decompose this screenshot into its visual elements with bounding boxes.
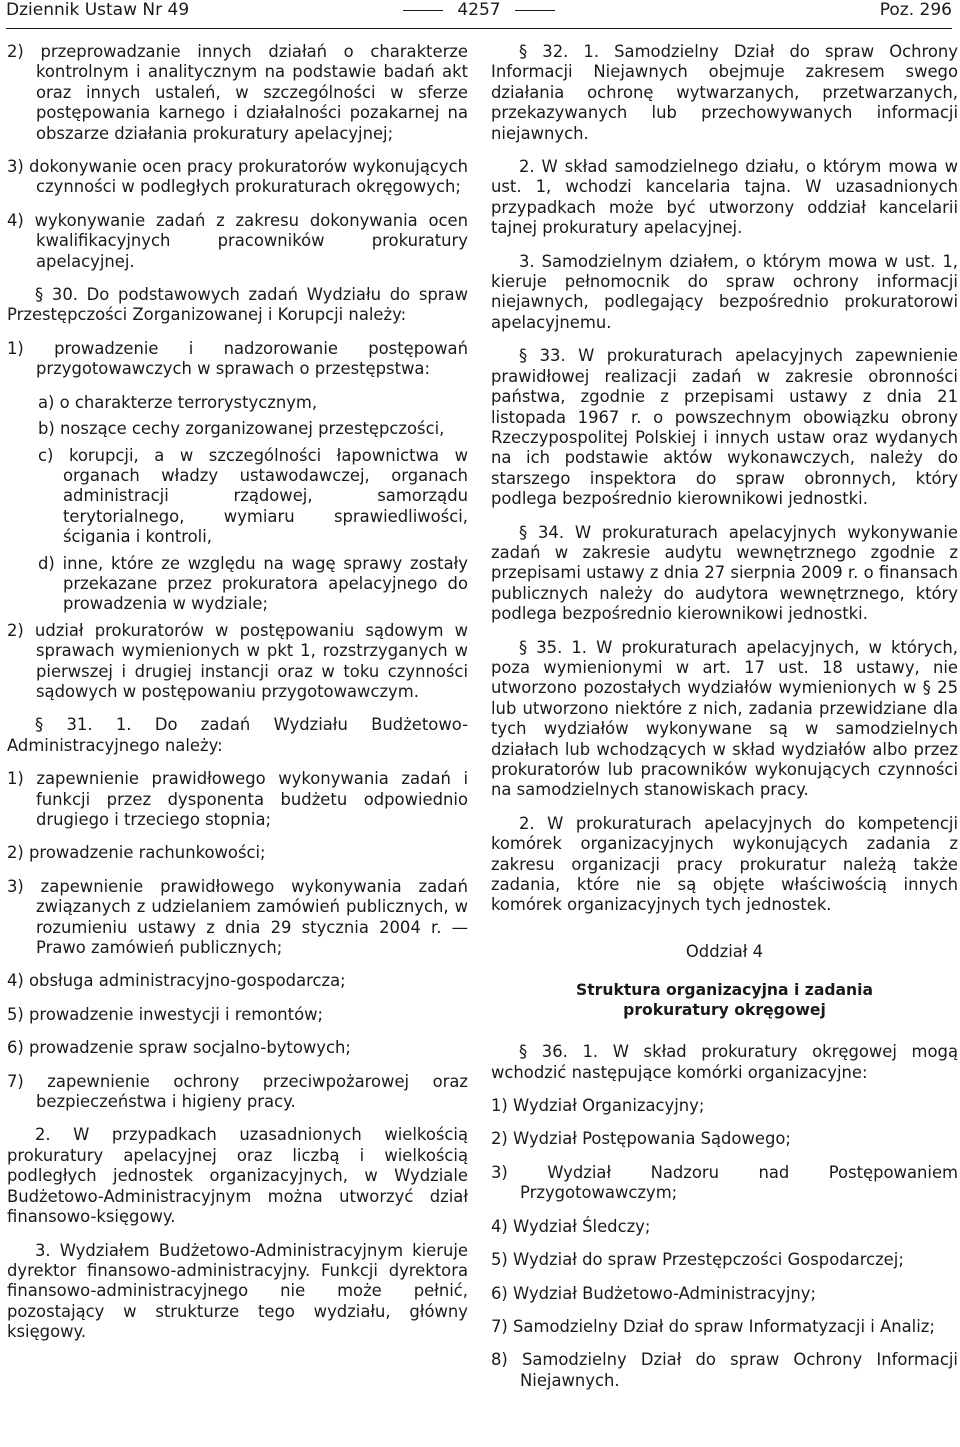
list-item: 5) Wydział do spraw Przestępczości Gospodarczej; [491,1250,904,1270]
list-item: 3) zapewnienie prawidłowego wykonywania zadań związanych z udzielaniem zamówień publicznych, w rozumieniu ustawy z dnia 29 stycznia 2004 r. — Prawo zamówień publicznych; [7,876,468,958]
list-item: 2) przeprowadzanie innych działań o charakterze kontrolnym i analitycznym na podstawie badań akt oraz innych ustaleń, w szczególności w sferze postępowania karnego i działalności pozakarnej na obszarze działania prokuratury apelacyjnej; [7,42,468,143]
list-item: 3) dokonywanie ocen pracy prokuratorów wykonujących czynności w podległych prokuraturach okręgowych; [7,157,468,197]
section-paragraph: 2. W prokuraturach apelacyjnych do kompetencji komórek organizacyjnych wykonujących zadania z zakresu organizacji pracy prokuratur należą także zadania, które nie są objęte właściwością innych komórek organizacyjnych tych jednostek. [491,813,958,915]
section-paragraph: 2. W przypadkach uzasadnionych wielkością prokuratury apelacyjnej oraz liczbą i wielkością podległych jednostek organizacyjnych, w Wydziale Budżetowo-Administracyjnym można utworzyć dział finansowo-księgowy. [7,1125,468,1227]
list-item: 1) Wydział Organizacyjny; [491,1096,705,1116]
sub-list-item: d) inne, które ze względu na wagę sprawy zostały przekazane przez prokuratora apelacyjnego do prowadzenia w wydziale; [38,553,468,614]
section-paragraph: § 33. W prokuraturach apelacyjnych zapewnienie prawidłowej realizacji zadań w zakresie obronności państwa, zgodnie z przepisami ustawy z dnia 21 listopada 1967 r. o powszechnym obowiązku obrony Rzeczypospolitej Polskiej i innych ustaw oraz wydanych na ich podstawie aktów wykonawczych, należy do starszego inspektora do spraw obronnych, który podlega bezpośrednio kierownikowi jednostki. [491,346,958,509]
list-item: 6) Wydział Budżetowo-Administracyjny; [491,1283,817,1303]
dash-right [515,10,555,11]
list-item: 2) prowadzenie rachunkowości; [7,843,266,863]
section-paragraph: § 36. 1. W skład prokuratury okręgowej mogą wchodzić następujące komórki organizacyjne: [491,1042,958,1082]
right-column [491,42,958,1404]
journal-title: Dziennik Ustaw Nr 49 [6,0,190,20]
list-item: 1) zapewnienie prawidłowego wykonywania zadań i funkcji przez dysponenta budżetu odpowiednio drugiego i trzeciego stopnia; [7,769,468,829]
section-title: Struktura organizacyjna i zadania prokuratury okręgowej [575,981,873,1020]
section-paragraph: § 35. 1. W prokuraturach apelacyjnych, w których, poza wymienionymi w art. 17 ust. 18 ustawy, nie utworzono pozostałych wydziałów wymienionych w § 25 lub utworzono niektóre z nich, zadania przewidziane dla tych wydziałów wykonywane są w samodzielnych działach lub wchodzących w skład wydziałów albo przez prokuratorów lub pracowników wykonujących czynności na samodzielnych stanowiskach pracy. [491,637,958,800]
section-paragraph: § 32. 1. Samodzielny Dział do spraw Ochrony Informacji Niejawnych obejmuje zakresem swego działania ochronę wytwarzanych, przetwarzanych, przekazywanych lub przechowywanych informacji niejawnych. [491,42,958,143]
section-paragraph: 2. W skład samodzielnego działu, o którym mowa w ust. 1, wchodzi kancelaria tajna. W uzasadnionych przypadkach może być utworzony oddział kancelarii tajnej prokuratury apelacyjnej. [491,157,958,238]
left-column [7,42,468,1356]
dash-left [403,10,443,11]
list-item: 6) prowadzenie spraw socjalno-bytowych; [7,1038,351,1058]
section-paragraph: § 31. 1. Do zadań Wydziału Budżetowo-Administracyjnego należy: [7,715,468,755]
list-item: 2) Wydział Postępowania Sądowego; [491,1129,791,1149]
sub-list-item: c) korupcji, a w szczególności łapownictwa w organach władzy ustawodawczej, organach administracji rządowej, samorządu terytorialnego, wymiaru sprawiedliwości, ścigania i kontroli, [38,445,468,547]
list-item: 1) prowadzenie i nadzorowanie postępowań przygotowawczych w sprawach o przestępstwa: [7,338,468,379]
list-item: 4) Wydział Śledczy; [491,1216,651,1236]
sub-list-item: b) noszące cechy zorganizowanej przestępczości, [38,419,445,439]
list-item: 2) udział prokuratorów w postępowaniu sądowym w sprawach wymienionych w pkt 1, rozstrzyganych w pierwszej i drugiej instancji oraz w toku czynności sądowych w postępowaniu przygotowawczym. [7,620,468,701]
page-header [6,0,952,22]
page-number: 4257 [457,0,501,20]
section-label: Oddział 4 [685,941,764,961]
list-item: 7) zapewnienie ochrony przeciwpożarowej oraz bezpieczeństwa i higieny pracy. [7,1071,468,1112]
header-rule [6,28,952,29]
section-paragraph: 3. Wydziałem Budżetowo-Administracyjnym kieruje dyrektor finansowo-administracyjny. Funkcji dyrektora finansowo-administracyjnego nie może pełnić, pozostający w strukturze tego wydziału, główny księgowy. [7,1240,468,1342]
list-item: 8) Samodzielny Dział do spraw Ochrony Informacji Niejawnych. [491,1350,958,1390]
position-label: Poz. 296 [879,0,952,20]
list-item: 5) prowadzenie inwestycji i remontów; [7,1004,324,1024]
list-item: 4) obsługa administracyjno-gospodarcza; [7,971,346,991]
page-number-block [6,0,952,20]
section-paragraph: § 30. Do podstawowych zadań Wydziału do spraw Przestępczości Zorganizowanej i Korupcji należy: [7,285,468,325]
list-item: 7) Samodzielny Dział do spraw Informatyzacji i Analiz; [491,1316,935,1336]
list-item: 4) wykonywanie zadań z zakresu dokonywania ocen kwalifikacyjnych pracowników prokuratury apelacyjnej. [7,210,468,271]
section-paragraph: § 34. W prokuraturach apelacyjnych wykonywanie zadań w zakresie audytu wewnętrznego zgodnie z przepisami ustawy z dnia 27 sierpnia 2009 r. o finansach publicznych należy do audytora wewnętrznego, który podlega bezpośrednio kierownikowi jednostki. [491,522,958,624]
sub-list-item: a) o charakterze terrorystycznym, [38,392,318,412]
list-item: 3) Wydział Nadzoru nad Postępowaniem Przygotowawczym; [491,1162,958,1203]
section-paragraph: 3. Samodzielnym działem, o którym mowa w ust. 1, kieruje pełnomocnik do spraw ochrony informacji niejawnych, podlegający bezpośrednio prokuratorowi apelacyjnemu. [491,251,958,332]
